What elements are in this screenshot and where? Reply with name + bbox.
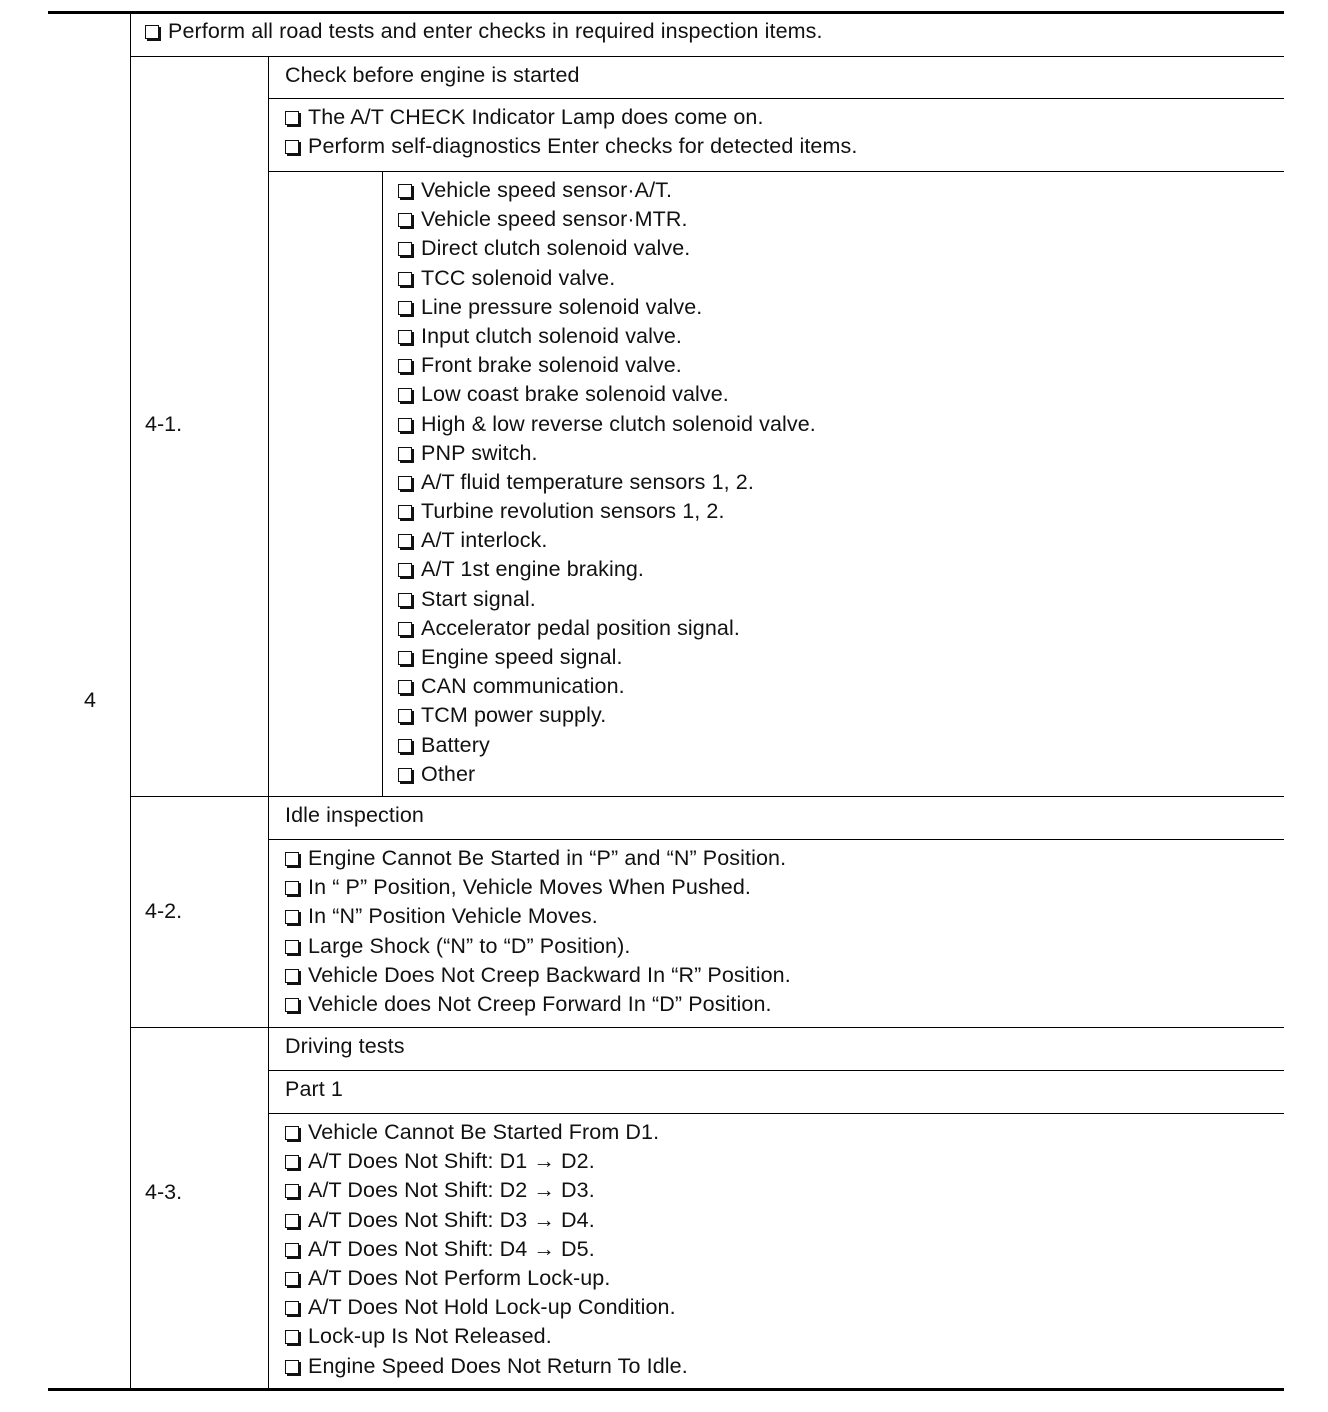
list-item: A/T 1st engine braking. — [398, 555, 816, 584]
list-item: Vehicle Cannot Be Started From D1. — [285, 1118, 688, 1147]
row-divider — [268, 839, 1284, 840]
list-item: Engine Cannot Be Started in “P” and “N” Position. — [285, 844, 791, 873]
checkbox-icon[interactable] — [398, 651, 412, 665]
list-item: In “ P” Position, Vehicle Moves When Pushed. — [285, 873, 791, 902]
list-item: A/T Does Not Shift: D4 → D5. — [285, 1235, 688, 1264]
list-item: TCM power supply. — [398, 701, 816, 730]
section-header-4-2: Idle inspection — [285, 803, 424, 827]
list-item: Low coast brake solenoid valve. — [398, 380, 816, 409]
section-number-4-2: 4-2. — [145, 899, 183, 923]
list-item: A/T Does Not Shift: D3 → D4. — [285, 1206, 688, 1235]
list-item: In “N” Position Vehicle Moves. — [285, 902, 791, 931]
checkbox-icon[interactable] — [398, 505, 412, 519]
idle-items-list — [285, 844, 791, 1019]
list-item: Battery — [398, 731, 816, 760]
list-item: Line pressure solenoid valve. — [398, 293, 816, 322]
column-divider — [130, 13, 131, 1389]
list-item: Turbine revolution sensors 1, 2. — [398, 497, 816, 526]
list-item: Input clutch solenoid valve. — [398, 322, 816, 351]
checkbox-icon[interactable] — [285, 1243, 299, 1257]
list-item: The A/T CHECK Indicator Lamp does come on. — [285, 103, 857, 132]
checkbox-icon[interactable] — [398, 213, 412, 227]
checkbox-icon[interactable] — [398, 418, 412, 432]
table-bottom-border — [48, 1388, 1284, 1391]
checkbox-icon[interactable] — [398, 447, 412, 461]
list-item: Vehicle speed sensor·A/T. — [398, 176, 816, 205]
list-item: Lock-up Is Not Released. — [285, 1322, 688, 1351]
checkbox-icon[interactable] — [398, 330, 412, 344]
section-header-4-1: Check before engine is started — [285, 63, 580, 87]
section-number-4-1: 4-1. — [145, 412, 183, 436]
checkbox-icon[interactable] — [398, 563, 412, 577]
detected-items-list — [398, 176, 816, 789]
list-item: A/T Does Not Hold Lock-up Condition. — [285, 1293, 688, 1322]
list-item: A/T Does Not Shift: D2 → D3. — [285, 1176, 688, 1205]
column-divider — [382, 172, 383, 796]
section-header-4-3: Driving tests — [285, 1034, 405, 1058]
checkbox-icon[interactable] — [398, 301, 412, 315]
checkbox-icon[interactable] — [285, 910, 299, 924]
list-item: Start signal. — [398, 585, 816, 614]
list-item: Large Shock (“N” to “D” Position). — [285, 932, 791, 961]
list-item: A/T interlock. — [398, 526, 816, 555]
row-divider — [268, 171, 1284, 172]
checkbox-icon[interactable] — [285, 1360, 299, 1374]
checkbox-icon[interactable] — [398, 768, 412, 782]
checkbox-icon[interactable] — [285, 852, 299, 866]
checkbox-icon[interactable] — [285, 111, 299, 125]
checkbox-icon[interactable] — [398, 593, 412, 607]
list-item: TCC solenoid valve. — [398, 264, 816, 293]
checkbox-icon[interactable] — [285, 1155, 299, 1169]
checkbox-icon[interactable] — [398, 680, 412, 694]
checkbox-icon[interactable] — [285, 140, 299, 154]
row-divider — [268, 1070, 1284, 1071]
checkbox-icon[interactable] — [398, 184, 412, 198]
step-number: 4 — [84, 688, 96, 712]
checkbox-icon[interactable] — [285, 1301, 299, 1315]
list-item: A/T fluid temperature sensors 1, 2. — [398, 468, 816, 497]
checkbox-icon[interactable] — [285, 998, 299, 1012]
checkbox-icon[interactable] — [398, 242, 412, 256]
row-divider — [130, 796, 1284, 797]
list-item: A/T Does Not Perform Lock-up. — [285, 1264, 688, 1293]
checkbox-icon[interactable] — [398, 739, 412, 753]
list-item: Front brake solenoid valve. — [398, 351, 816, 380]
checkbox-icon[interactable] — [285, 1330, 299, 1344]
checkbox-icon[interactable] — [285, 940, 299, 954]
checkbox-icon[interactable] — [398, 272, 412, 286]
row-divider — [268, 1113, 1284, 1114]
checkbox-icon[interactable] — [398, 388, 412, 402]
checkbox-icon[interactable] — [285, 1272, 299, 1286]
row-divider — [130, 1027, 1284, 1028]
checkbox-icon[interactable] — [398, 622, 412, 636]
intro-text: Perform all road tests and enter checks in required inspection items. — [168, 19, 823, 43]
checkbox-icon[interactable] — [398, 359, 412, 373]
checkbox-icon[interactable] — [398, 476, 412, 490]
list-item: Vehicle does Not Creep Forward In “D” Position. — [285, 990, 791, 1019]
list-item: Accelerator pedal position signal. — [398, 614, 816, 643]
checkbox-icon[interactable] — [285, 1126, 299, 1140]
list-item: Engine speed signal. — [398, 643, 816, 672]
checkbox-icon[interactable] — [398, 709, 412, 723]
checkbox-icon[interactable] — [285, 1214, 299, 1228]
intro-item — [145, 17, 823, 46]
row-divider — [130, 56, 1284, 57]
list-item: Direct clutch solenoid valve. — [398, 234, 816, 263]
column-divider — [268, 57, 269, 1389]
list-item: Engine Speed Does Not Return To Idle. — [285, 1352, 688, 1381]
section-subheader-4-3: Part 1 — [285, 1077, 343, 1101]
table-top-border — [48, 11, 1284, 14]
list-item: Vehicle speed sensor·MTR. — [398, 205, 816, 234]
checkbox-icon[interactable] — [145, 25, 159, 39]
checkbox-icon[interactable] — [398, 534, 412, 548]
section-number-4-3: 4-3. — [145, 1180, 183, 1204]
list-item: A/T Does Not Shift: D1 → D2. — [285, 1147, 688, 1176]
row-divider — [268, 98, 1284, 99]
list-item: Other — [398, 760, 816, 789]
checkbox-icon[interactable] — [285, 1184, 299, 1198]
list-item: CAN communication. — [398, 672, 816, 701]
driving-items-list — [285, 1118, 688, 1381]
list-item: Perform self-diagnostics Enter checks for detected items. — [285, 132, 857, 161]
checkbox-icon[interactable] — [285, 881, 299, 895]
list-item: High & low reverse clutch solenoid valve. — [398, 410, 816, 439]
checkbox-icon[interactable] — [285, 969, 299, 983]
list-item: Vehicle Does Not Creep Backward In “R” Position. — [285, 961, 791, 990]
list-item: PNP switch. — [398, 439, 816, 468]
checks-4-1 — [285, 103, 857, 161]
